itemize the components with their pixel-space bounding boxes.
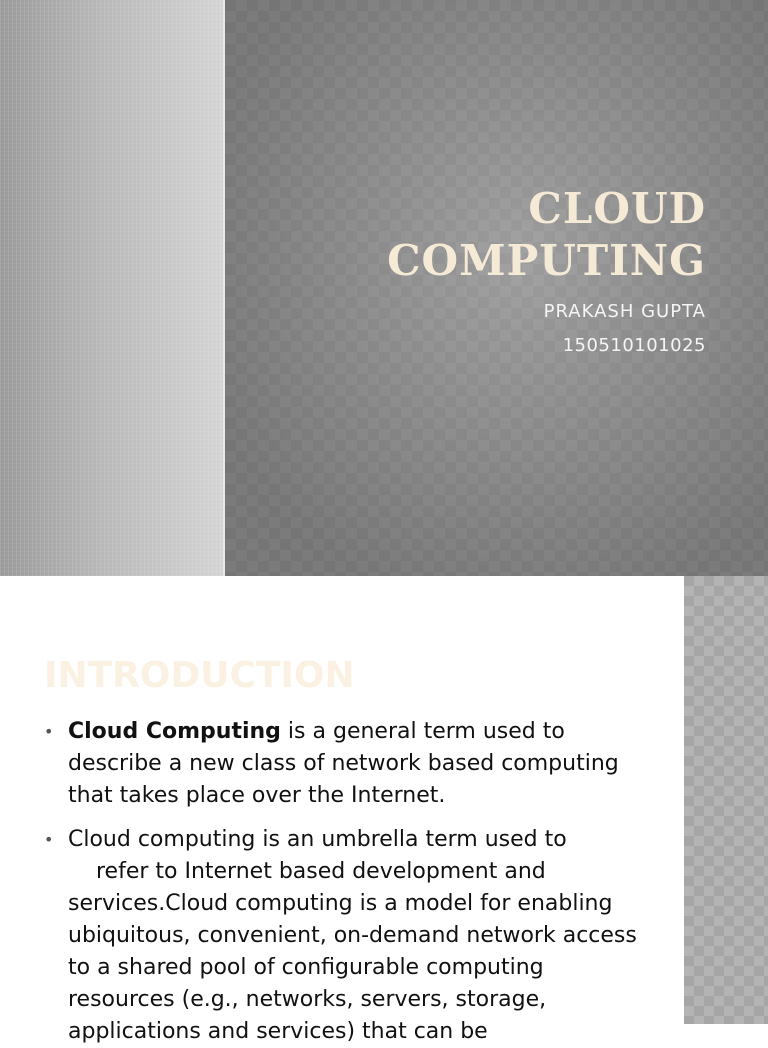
title-block — [387, 183, 706, 357]
bullet-1-text: is a general term used to describe a new class of network based computing that takes place over the Internet. — [68, 719, 619, 808]
slide-title — [387, 183, 706, 287]
bullet-2-text: Cloud computing is an umbrella term used to refer to Internet based development and services.Cloud computing is a model for enabling ubiquitous, convenient, on-demand network access to a shared pool of configurable computing resources (e.g., networks, servers, storage, applications and services) that can be — [68, 827, 637, 1044]
bullet-1-bold: Cloud Computing — [68, 719, 281, 744]
side-pattern — [684, 576, 768, 1024]
left-texture-strip — [0, 0, 224, 576]
title-line-1: CLOUD — [528, 184, 706, 233]
roll-number: 150510101025 — [562, 335, 706, 356]
bullet-icon: • — [44, 830, 54, 849]
bullet-list — [44, 716, 644, 1048]
bullet-item-2 — [44, 824, 644, 1048]
bullet-item-1 — [44, 716, 644, 812]
title-panel — [225, 0, 768, 576]
title-line-2: COMPUTING — [387, 236, 706, 285]
author-name: PRAKASH GUPTA — [543, 301, 706, 322]
bullet-icon: • — [44, 722, 54, 741]
intro-heading: INTRODUCTION — [44, 655, 355, 696]
introduction-slide — [0, 576, 768, 1044]
